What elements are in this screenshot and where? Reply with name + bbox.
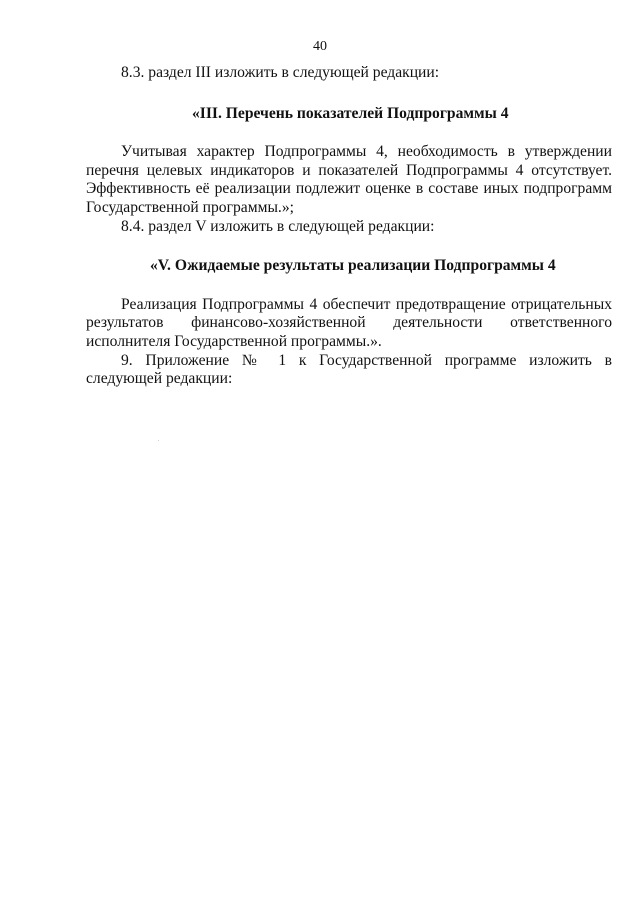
item-9: 9. Приложение № 1 к Государственной программе изложить в следующей редакции:	[86, 351, 612, 388]
section-5-paragraph: Реализация Подпрограммы 4 обеспечит предотвращение отрицательных результатов финансово-хозяйственной деятельности ответственного исполнителя Государственной программы.».	[86, 295, 612, 350]
heading-section-3: «III. Перечень показателей Подпрограммы 4	[192, 104, 509, 122]
heading-section-5: «V. Ожидаемые результаты реализации Подпрограммы 4	[150, 257, 556, 275]
page-number: 40	[313, 39, 327, 54]
item-8-3: 8.3. раздел III изложить в следующей редакции:	[121, 64, 440, 81]
section-3-paragraph: Учитывая характер Подпрограммы 4, необходимость в утверждении перечня целевых индикаторов и показателей Подпрограммы 4 отсутствует. Эффективность её реализации подлежит оценке в составе иных подпрограмм Государственной программы.»;	[86, 143, 612, 216]
document-body	[86, 64, 612, 389]
item-8-4: 8.4. раздел V изложить в следующей редакции:	[121, 217, 435, 235]
scan-artifact	[158, 440, 159, 441]
